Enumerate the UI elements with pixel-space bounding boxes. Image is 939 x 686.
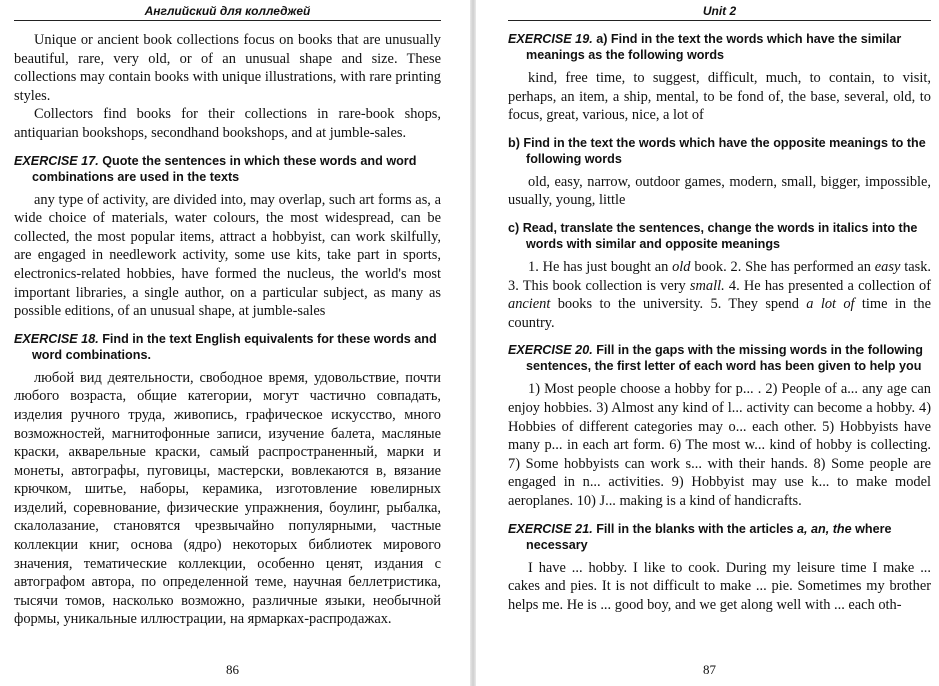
exercise-19c-italic-4: ancient xyxy=(508,296,551,313)
exercise-19a-body: kind, free time, to suggest, difficult, much, to contain, to visit, perhaps, an item, a ship, mental, to be fond of, the base, several, old, to focus, great, various, nice, a lot of xyxy=(508,70,931,124)
exercise-21-title-articles: a, an, the xyxy=(797,521,852,536)
exercise-18-title: Find in the text English equivalents for these words and word combinations. xyxy=(32,331,437,362)
exercise-19c-text-1: 1. He has just bought an xyxy=(528,258,673,275)
exercise-19-number: EXERCISE 19. xyxy=(508,32,593,46)
exercise-20-heading xyxy=(508,342,931,374)
exercise-19c-text-5: books to the university. 5. They spend xyxy=(550,296,807,313)
exercise-19c-body xyxy=(508,258,931,332)
exercise-19a-heading xyxy=(508,31,931,63)
exercise-19c-text-3: task. 3. This book collection is very xyxy=(508,258,931,294)
exercise-19b-title: b) Find in the text the words which have the opposite meanings to the following words xyxy=(508,135,926,166)
exercise-21-body: I have ... hobby. I like to cook. During my leisure time I make ... cakes and pies. It is not difficult to make ... pie. Sometimes my brother helps me. He is ... good boy, and we get along well with ... each oth- xyxy=(508,559,931,613)
exercise-19c-italic-5: a lot of xyxy=(806,296,855,313)
left-page xyxy=(0,0,465,686)
intro-paragraph-2: Collectors find books for their collections in rare-book shops, antiquarian bookshops, secondhand bookshops, and at jumble-sales. xyxy=(14,106,441,141)
exercise-21-number: EXERCISE 21. xyxy=(508,521,593,536)
left-page-number: 86 xyxy=(226,662,239,677)
intro-paragraph-1: Unique or ancient book collections focus on books that are unusually beautiful, rare, very old, or of an unusual shape and size. These collections may contain books with unique illustrations, with rare printing styles. xyxy=(14,32,441,104)
exercise-19c-text-2: book. 2. She has performed an xyxy=(690,258,875,275)
exercise-17-heading xyxy=(14,153,441,185)
right-page-number: 87 xyxy=(703,662,716,677)
exercise-21-heading xyxy=(508,521,931,553)
exercise-19c-text-6: time in the country. xyxy=(508,296,931,331)
exercise-19c-italic-3: small. xyxy=(689,277,725,294)
exercise-19b-body: old, easy, narrow, outdoor games, modern, small, bigger, impossible, usually, young, little xyxy=(508,173,931,209)
right-page xyxy=(480,0,939,686)
exercise-21-title-pre: Fill in the blanks with the articles xyxy=(596,521,798,536)
exercise-17-number: EXERCISE 17. xyxy=(14,153,99,168)
exercise-20-title: Fill in the gaps with the missing words in the following sentences, the first letter of each word has been given to help you xyxy=(526,343,923,374)
exercise-19c-italic-1: old xyxy=(672,258,691,275)
book-gutter xyxy=(470,0,476,686)
exercise-18-number: EXERCISE 18. xyxy=(14,331,99,346)
exercise-19c-heading xyxy=(508,220,931,252)
exercise-17-title: Quote the sentences in which these words and word combinations are used in the texts xyxy=(32,153,417,184)
left-header-rule xyxy=(14,20,441,21)
exercise-19c-text-4: 4. He has presented a collection of xyxy=(724,277,931,294)
exercise-18-heading xyxy=(14,331,441,363)
exercise-21-title-post: where necessary xyxy=(526,521,892,552)
exercise-20-body: 1) Most people choose a hobby for p... . 2) People of a... any age can enjoy hobbies. 3) Almost any kind of l... activity can become a hobby. 4) Hobbies of different categories may o... each other. 5) Hobbyists have many p... in each art form. 6) The most w... kind of hobby is collecting. 7) Some hobbyists can work s... with their hands. 8) Some people are engaged in n... activities. 9) Hobbyist may use k... to make model aeroplanes. 10) J... making is a kind of handicrafts. xyxy=(508,381,931,509)
exercise-19c-title: c) Read, translate the sentences, change the words in italics into the words with similar and opposite meanings xyxy=(508,220,918,251)
exercise-19c-italic-2: easy xyxy=(874,258,901,275)
right-running-head: Unit 2 xyxy=(702,4,737,18)
exercise-17-body: any type of activity, are divided into, may overlap, such art forms as, a wide choice of materials, water colours, the most widespread, can be collected, the most popular items, attract a hobbyist, can work skilfully, are engaged in needlework activity, some use kits, take part in sports, electronics-related hobbies, have formed the nucleus, the world's most important libraries, a single author, on a particular subject, as many as possible editions, of an unusual shape, at jumble-sales xyxy=(14,191,441,320)
exercise-19b-heading xyxy=(508,135,931,167)
exercise-20-number: EXERCISE 20. xyxy=(508,343,593,358)
exercise-18-body: любой вид деятельности, свободное время, удовольствие, почти любого возраста, общие категории, могут частично совпадать, изделия ручного труда, живопись, графическое искусство, много возможностей, магнитофонные записи, изучение балета, масляные краски, акварельные краски, самый распространенный, марки и монеты, автографы, пуговицы, мастерски, вовлекаются в, вязание крючком, шитье, наборы, керамика, изготовление ювелирных изделий, соревнование, физические упражнения, боулинг, рыбалка, скалолазание, становятся чрезвычайно популярными, частные коллекции книг, основа (ядро) некоторых библиотек мирового значения, тематические коллекции, особенно ценят, издания с автографом автора, по определенной теме, научная беллетристика, тысячи томов, насколько возможно, различные языки, необычной формы, уникальные иллюстрации, на ярмарках-распродажах. xyxy=(14,369,441,628)
right-header-rule xyxy=(508,20,931,21)
exercise-19a-title: a) Find in the text the words which have the similar meanings as the following words xyxy=(526,32,902,62)
left-running-head: Английский для колледжей xyxy=(144,4,311,18)
